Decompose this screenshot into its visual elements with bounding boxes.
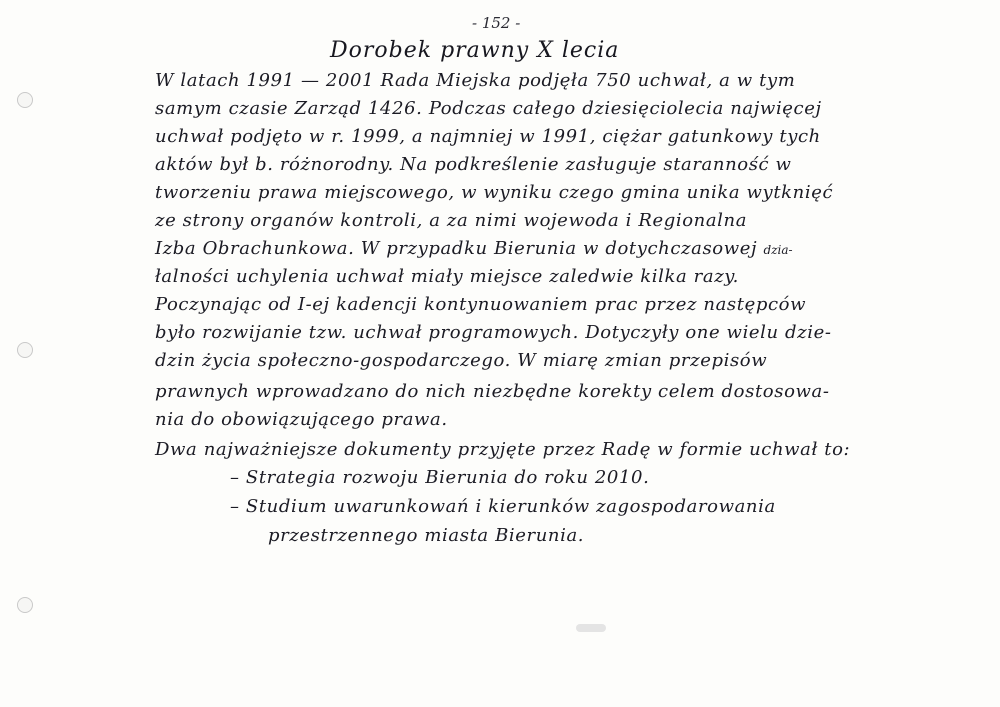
text-line: łalności uchylenia uchwał miały miejsce zaledwie kilka razy. xyxy=(155,266,739,287)
margin-note: dzia- xyxy=(763,243,793,257)
punch-hole-icon xyxy=(17,342,33,358)
text-line: tworzeniu prawa miejscowego, w wyniku czego gmina unika wytknięć xyxy=(155,182,834,203)
text-line xyxy=(155,238,793,261)
text-line: aktów był b. różnorodny. Na podkreślenie zasługuje staranność w xyxy=(155,154,792,175)
text-line: było rozwijanie tzw. uchwał programowych. Dotyczyły one wielu dzie- xyxy=(155,322,832,343)
text-line: dzin życia społeczno-gospodarczego. W miarę zmian przepisów xyxy=(155,350,768,371)
text-line: samym czasie Zarząd 1426. Podczas całego dziesięciolecia najwięcej xyxy=(155,98,822,119)
text-line: nia do obowiązującego prawa. xyxy=(155,409,448,430)
ink-smudge xyxy=(576,624,606,632)
punch-hole-icon xyxy=(17,92,33,108)
text-line-main: Izba Obrachunkowa. W przypadku Bierunia w dotychczasowej xyxy=(155,238,758,259)
list-item-continuation: przestrzennego miasta Bierunia. xyxy=(268,525,585,546)
page-number: - 152 - xyxy=(472,14,521,32)
list-item: – Studium uwarunkowań i kierunków zagospodarowania xyxy=(230,496,776,517)
text-line: Dwa najważniejsze dokumenty przyjęte przez Radę w formie uchwał to: xyxy=(155,439,851,460)
text-line: W latach 1991 — 2001 Rada Miejska podjęła 750 uchwał, a w tym xyxy=(155,70,796,91)
list-item: – Strategia rozwoju Bierunia do roku 2010. xyxy=(230,467,650,488)
text-line: Poczynając od I-ej kadencji kontynuowaniem prac przez następców xyxy=(155,294,807,315)
text-line: prawnych wprowadzano do nich niezbędne korekty celem dostosowa- xyxy=(155,381,830,402)
text-line: uchwał podjęto w r. 1999, a najmniej w 1991, ciężar gatunkowy tych xyxy=(155,126,821,147)
punch-hole-icon xyxy=(17,597,33,613)
page-title: Dorobek prawny X lecia xyxy=(330,38,620,63)
text-line: ze strony organów kontroli, a za nimi wojewoda i Regionalna xyxy=(155,210,748,231)
